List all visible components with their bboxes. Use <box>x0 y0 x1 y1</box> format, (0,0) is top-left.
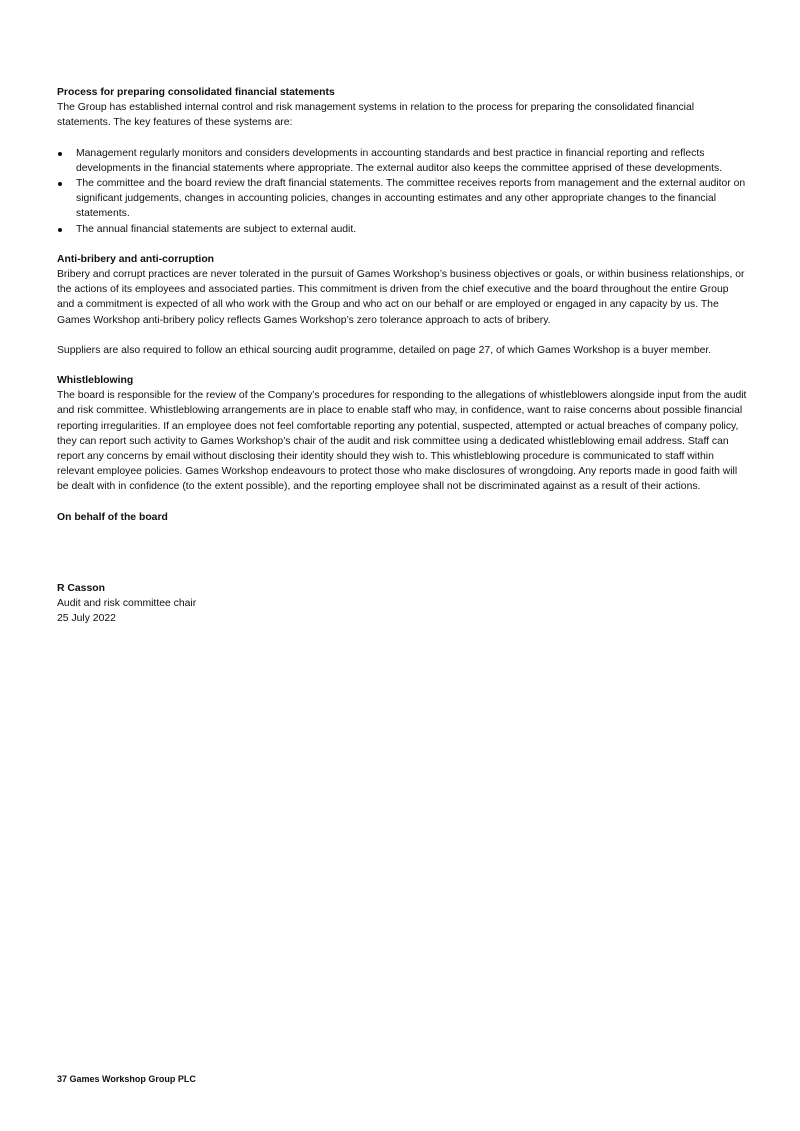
whistleblowing-paragraph: The board is responsible for the review of the Company’s procedures for responding to the allegations of whistleblowers alongside input from the audit and risk committee. Whistleblowing arrangements are in place to enable staff who may, in confidence, want to raise concerns about possible financial reporting irregularities. If an employee does not feel comfortable reporting any potential, suspected, attempted or actual breaches of company policy, they can report such activity to Games Workshop’s chair of the audit and risk committee using a dedicated whistleblowing email address. Staff can report any concerns by email without disclosing their identity should they wish to. This whistleblowing procedure is communicated to staff within relevant employee policies. Games Workshop endeavours to protect those who make disclosures of wrongdoing. Any reports made in good faith will be dealt with in confidence (to the extent possible), and the reporting employee shall not be discriminated against as a result of their actions. <box>57 390 747 493</box>
financial-bullet-list <box>57 146 747 237</box>
page-footer: 37 Games Workshop Group PLC <box>57 1074 196 1084</box>
financial-statements-section <box>57 85 747 237</box>
suppliers-paragraph: Suppliers are also required to follow an ethical sourcing audit programme, detailed on page 27, of which Games Workshop is a buyer member. <box>57 344 712 356</box>
section-heading-antibribery: Anti-bribery and anti-corruption <box>57 253 215 265</box>
bullet-item: The committee and the board review the draft financial statements. The committee receives reports from management and the external auditor on significant judgements, changes in accounting policies, changes in accounting estimates and any other appropriate changes to the financial statements. <box>57 176 747 222</box>
financial-intro: The Group has established internal control and risk management systems in relation to the process for preparing the consolidated financial statements. The key features of these systems are: <box>57 102 695 129</box>
whistleblowing-section <box>57 373 747 495</box>
signoff-section <box>57 510 747 627</box>
signatory-role: Audit and risk committee chair <box>57 598 197 610</box>
signoff-heading: On behalf of the board <box>57 511 168 523</box>
section-heading-whistleblowing: Whistleblowing <box>57 375 134 387</box>
bullet-item: Management regularly monitors and considers developments in accounting standards and best practice in financial reporting and reflects developments in the financial statements where appropriate. The external auditor also keeps the committee apprised of these developments. <box>57 146 747 176</box>
section-heading-financial: Process for preparing consolidated financial statements <box>57 87 335 98</box>
antibribery-paragraph: Bribery and corrupt practices are never tolerated in the pursuit of Games Workshop’s business objectives or goals, or within business relationships, or the actions of its employees and associated parties. This commitment is driven from the chief executive and the board throughout the entire Group and a commitment is expected of all who work with the Group and who act on our behalf or are employed or engaged in any capacity by us. The Games Workshop anti-bribery policy reflects Games Workshop’s zero tolerance approach to acts of bribery. <box>57 269 745 326</box>
signoff-date: 25 July 2022 <box>57 613 116 625</box>
signatory-name: R Casson <box>57 582 105 594</box>
bullet-item: The annual financial statements are subject to external audit. <box>57 222 747 237</box>
antibribery-section <box>57 252 747 358</box>
document-body <box>57 85 747 626</box>
